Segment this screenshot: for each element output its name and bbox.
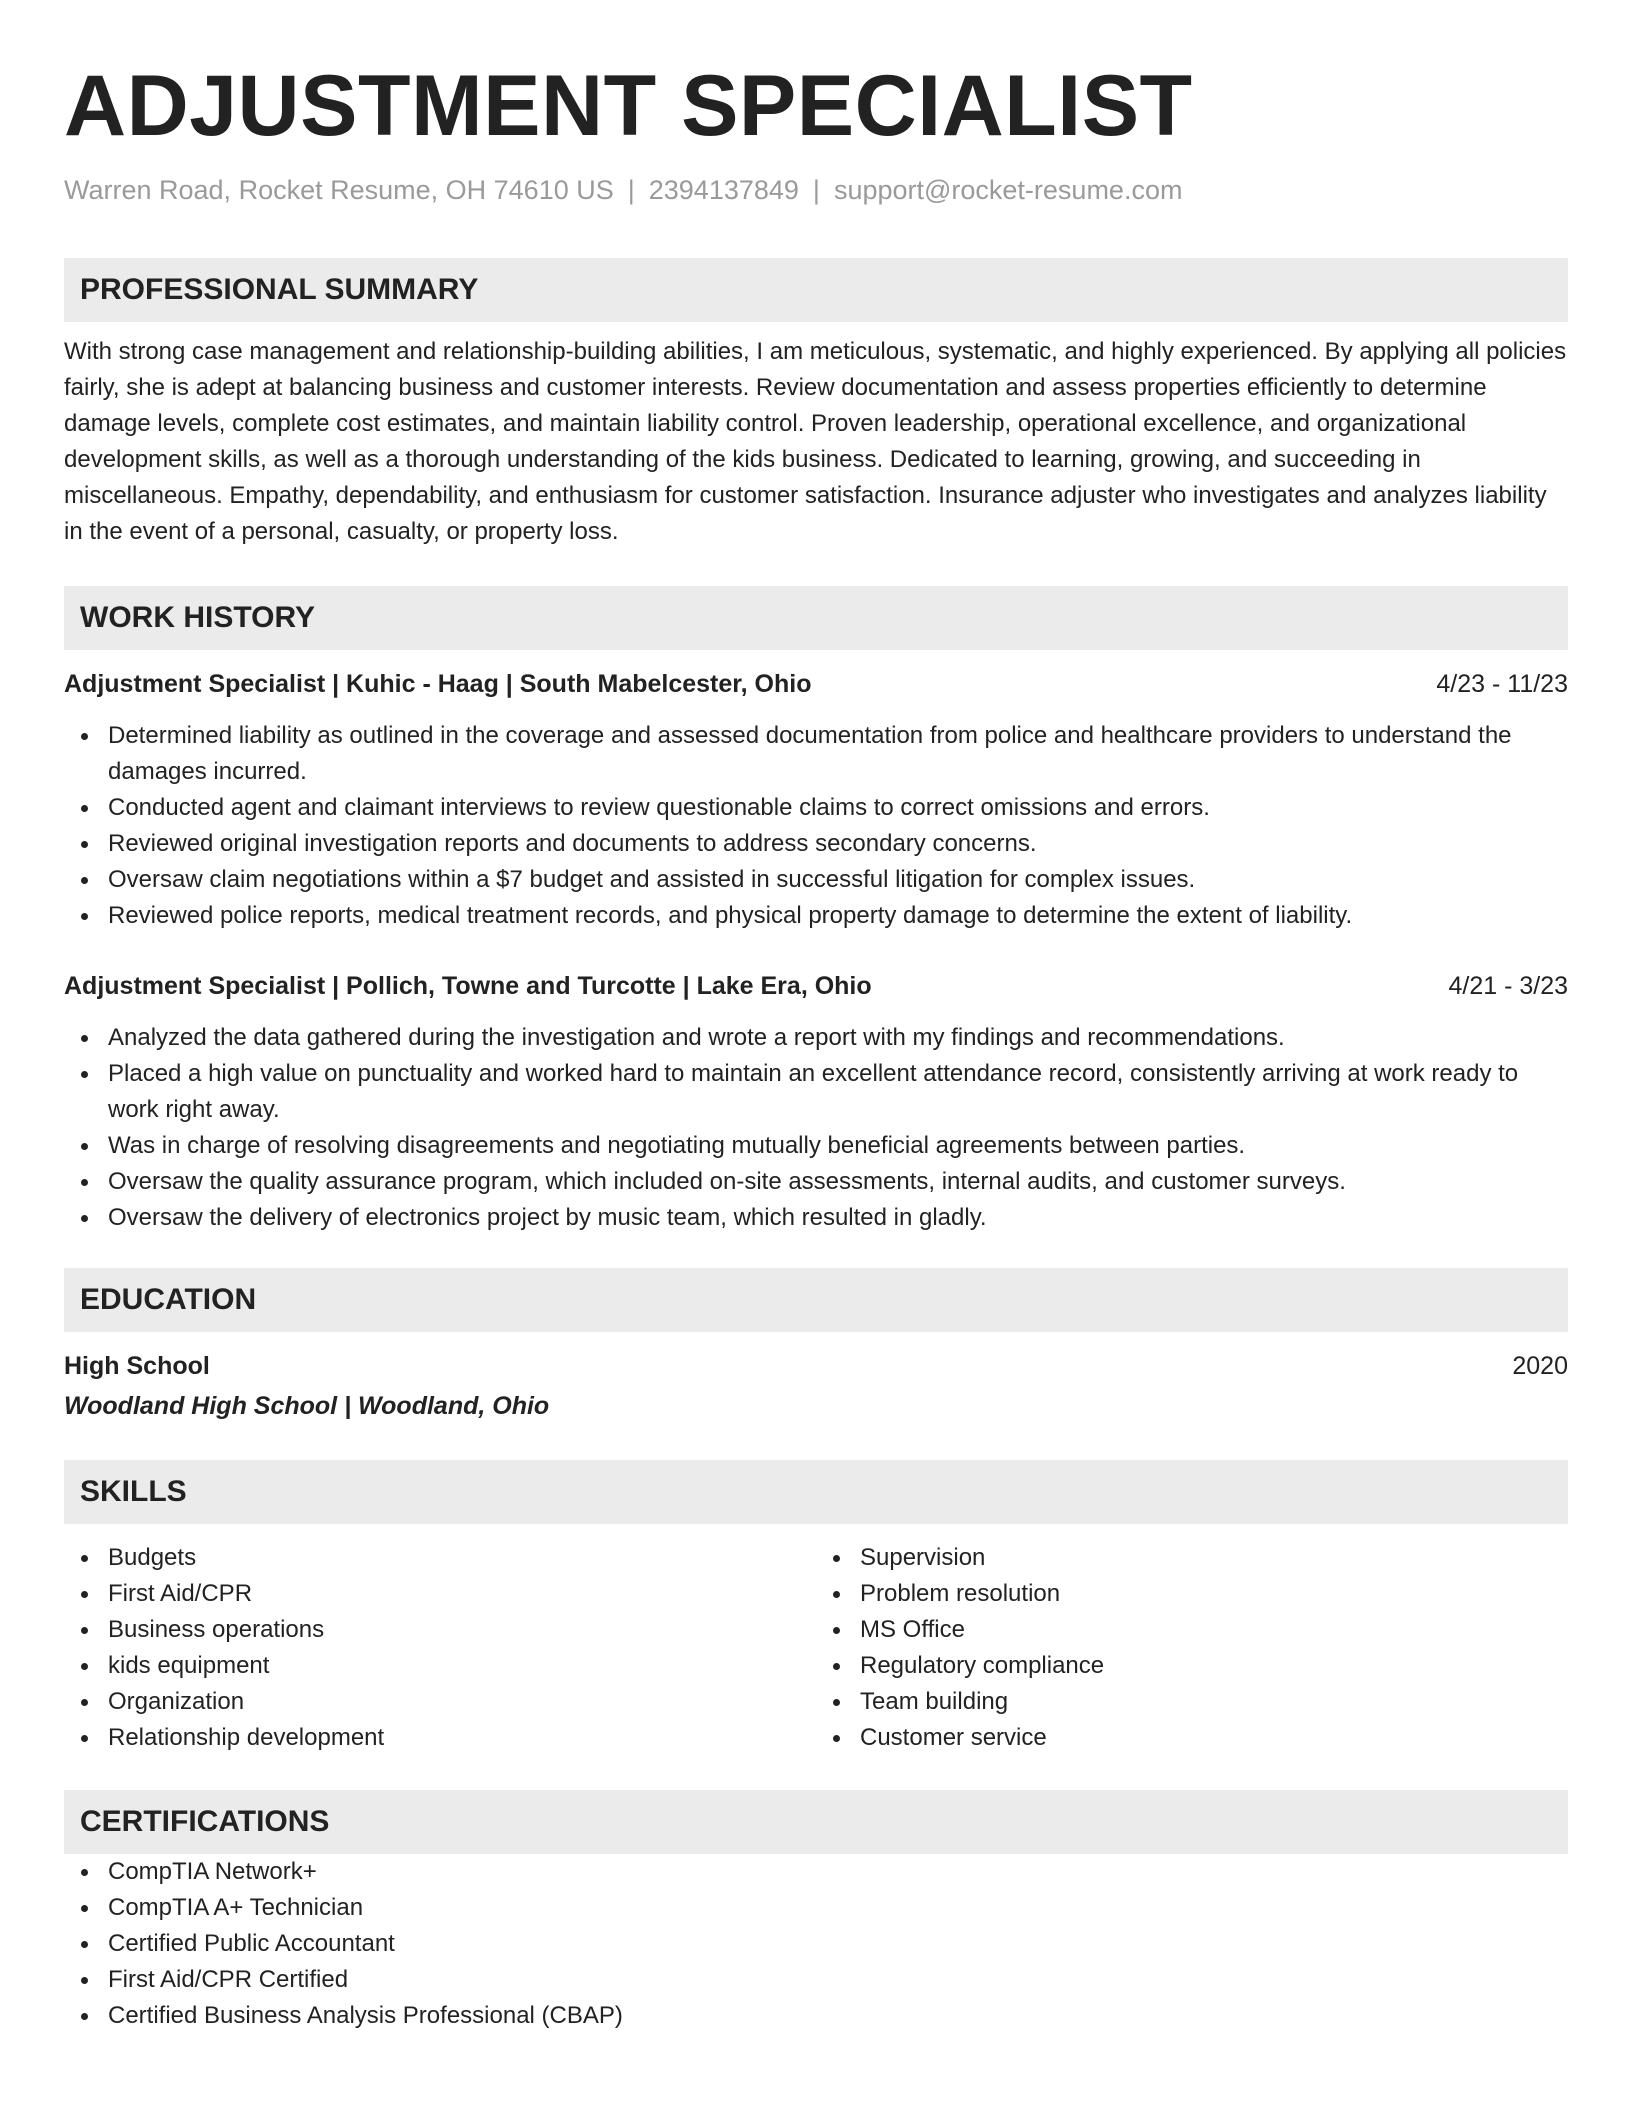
job-bullets — [64, 1020, 1568, 1236]
skill-item: Team building — [860, 1684, 1568, 1720]
summary-text: With strong case management and relationship-building abilities, I am meticulous, systematic, and highly experienced. By applying all policies fairly, she is adept at balancing business and customer interests. Review documentation and assess properties efficiently to determine damage levels, complete cost estimates, and maintain liability control. Proven leadership, operational excellence, and organizational development skills, as well as a thorough understanding of the kids business. Dedicated to learning, growing, and succeeding in miscellaneous. Empathy, dependability, and enthusiasm for customer satisfaction. Insurance adjuster who investigates and analyzes liability in the event of a personal, casualty, or property loss. — [64, 338, 1567, 545]
job-bullet: Oversaw claim negotiations within a $7 budget and assisted in successful litigation for complex issues. — [108, 862, 1568, 898]
job-bullet: Oversaw the delivery of electronics project by music team, which resulted in gladly. — [108, 1200, 1568, 1236]
skill-item: Business operations — [108, 1612, 816, 1648]
education-year: 2020 — [1512, 1352, 1568, 1380]
certification-item: Certified Public Accountant — [108, 1926, 1568, 1962]
job-entry — [64, 968, 1568, 1236]
certifications-heading: CERTIFICATIONS — [64, 1790, 1568, 1854]
job-bullet: Determined liability as outlined in the coverage and assessed documentation from police and healthcare providers to understand the damages incurred. — [108, 718, 1568, 790]
education-heading: EDUCATION — [64, 1268, 1568, 1332]
certification-item: Certified Business Analysis Professional (CBAP) — [108, 1998, 1568, 2034]
resume-name: ADJUSTMENT SPECIALIST — [64, 58, 1193, 154]
skill-item: kids equipment — [108, 1648, 816, 1684]
summary-heading: PROFESSIONAL SUMMARY — [64, 258, 1568, 322]
certification-item: CompTIA A+ Technician — [108, 1890, 1568, 1926]
job-dates: 4/23 - 11/23 — [1436, 670, 1568, 698]
education-entry — [64, 1348, 1568, 1424]
job-title: Adjustment Specialist | Pollich, Towne and Turcotte | Lake Era, Ohio — [64, 972, 872, 1000]
contact-email: support@rocket-resume.com — [833, 175, 1183, 205]
education-degree: High School — [64, 1352, 210, 1380]
job-dates: 4/21 - 3/23 — [1448, 972, 1568, 1000]
skills-columns — [64, 1540, 1568, 1756]
contact-phone: 2394137849 — [648, 175, 799, 205]
job-bullet: Placed a high value on punctuality and worked hard to maintain an excellent attendance record, consistently arriving at work ready to work right away. — [108, 1056, 1568, 1128]
contact-separator: | — [627, 175, 635, 205]
job-title: Adjustment Specialist | Kuhic - Haag | South Mabelcester, Ohio — [64, 670, 812, 698]
skills-list-right — [816, 1540, 1568, 1756]
skill-item: Customer service — [860, 1720, 1568, 1756]
skill-item: Budgets — [108, 1540, 816, 1576]
skills-list-left — [64, 1540, 816, 1756]
job-bullets — [64, 718, 1568, 934]
skill-item: Relationship development — [108, 1720, 816, 1756]
certification-item: CompTIA Network+ — [108, 1854, 1568, 1890]
job-bullet: Conducted agent and claimant interviews to review questionable claims to correct omissions and errors. — [108, 790, 1568, 826]
skill-item: Organization — [108, 1684, 816, 1720]
contact-separator: | — [812, 175, 820, 205]
job-entry — [64, 666, 1568, 934]
job-bullet: Was in charge of resolving disagreements and negotiating mutually beneficial agreements between parties. — [108, 1128, 1568, 1164]
job-bullet: Reviewed original investigation reports and documents to address secondary concerns. — [108, 826, 1568, 862]
skill-item: MS Office — [860, 1612, 1568, 1648]
education-school: Woodland High School | Woodland, Ohio — [64, 1392, 550, 1420]
work-history-heading: WORK HISTORY — [64, 586, 1568, 650]
skill-item: Regulatory compliance — [860, 1648, 1568, 1684]
job-bullet: Reviewed police reports, medical treatment records, and physical property damage to determine the extent of liability. — [108, 898, 1568, 934]
contact-address: Warren Road, Rocket Resume, OH 74610 US — [64, 175, 614, 205]
certification-item: First Aid/CPR Certified — [108, 1962, 1568, 1998]
skill-item: Problem resolution — [860, 1576, 1568, 1612]
contact-line — [64, 172, 1568, 208]
certifications-list — [64, 1854, 1568, 2034]
skill-item: First Aid/CPR — [108, 1576, 816, 1612]
job-bullet: Analyzed the data gathered during the investigation and wrote a report with my findings and recommendations. — [108, 1020, 1568, 1056]
skill-item: Supervision — [860, 1540, 1568, 1576]
job-bullet: Oversaw the quality assurance program, which included on-site assessments, internal audits, and customer surveys. — [108, 1164, 1568, 1200]
skills-heading: SKILLS — [64, 1460, 1568, 1524]
